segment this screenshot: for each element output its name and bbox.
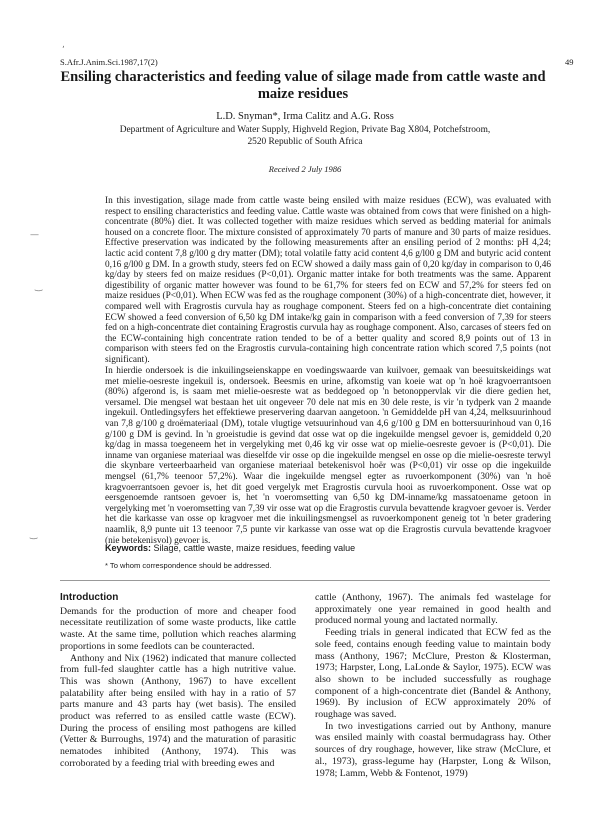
column-right bbox=[315, 592, 551, 779]
scan-speck-icon: , bbox=[62, 40, 65, 50]
abstract-english: In this investigation, silage made from cattle waste being ensiled with maize residues (ECW), was evaluated with respect to ensiling characteristics and feeding value. Cattle waste was obtained from cows that were finished on a high-concentrate (80%) diet. It was collected together with maize residues which served as bedding material for animals housed on a concrete floor. The mixture consisted of approximately 70 parts of manure and 30 parts of maize residues. Effective preservation was indicated by the following measurements after an ensiling period of 2 months: pH 4,24; lactic acid content 7,8 g/l00 g dry matter (DM); total volatile fatty acid content 4,6 g/l00 g DM and butyric acid content 0,16 g/l00 g DM. In a growth study, steers fed on ECW showed a daily mass gain of 0,20 kg/day in comparison to 0,46 kg/day by steers fed on maize residues (P<0,01). Organic matter intake for both treatments was the same. Apparent digestibility of organic matter however was found to be 61,7% for steers fed on ECW and 57,2% for steers fed on maize residues (P<0,01). When ECW was fed as the roughage component (30%) of a high-concentrate diet, however, it compared well with Eragrostis curvula hay as roughage component. Steers fed on a high-concentrate diet containing ECW showed a feed conversion of 6,50 kg DM intake/kg gain in comparison with a feed conversion of 7,39 for steers fed on a high-concentrate diet containing Eragrostis curvula hay as roughage component. Also, carcases of steers fed on the ECW-containing high concentrate ration tended to be of a better quality and scored 8,9 points out of 13 in comparison with steers fed on the Eragrostis curvula-containing high concentrate ration which scored 7,5 points (not significant). bbox=[105, 196, 551, 365]
affiliation bbox=[60, 125, 550, 148]
correspondence-footnote: * To whom correspondence should be addressed. bbox=[105, 561, 272, 570]
page-number: 49 bbox=[565, 57, 574, 67]
section-divider bbox=[60, 580, 550, 581]
received-date: Received 2 July 1986 bbox=[268, 164, 342, 174]
intro-paragraph: cattle (Anthony, 1967). The animals fed wastelage for approximately one year remained in good health and produced normal young and lactated normally. bbox=[315, 592, 551, 627]
scan-speck-icon: — bbox=[30, 230, 39, 240]
journal-citation: S.Afr.J.Anim.Sci.1987,17(2) bbox=[60, 57, 158, 67]
scan-speck-icon: ‿ bbox=[30, 530, 38, 540]
article-title: Ensiling characteristics and feeding value of silage made from cattle waste and maize residues bbox=[60, 69, 546, 102]
keywords-label: Keywords: bbox=[105, 543, 152, 553]
keywords-text: Silage, cattle waste, maize residues, feeding value bbox=[153, 543, 356, 553]
scan-speck-icon: ‿ bbox=[35, 282, 43, 292]
intro-paragraph: Feeding trials in general indicated that ECW fed as the sole feed, contains enough feeding value to maintain body mass (Anthony, 1967; McClure, Preston & Klosterman, 1973; Harpster, Long, LaLonde & Saylor, 1975). ECW was also shown to be included successfully as roughage component of a high-concentrate diet (Bandel & Anthony, 1969). By inclusion of ECW approximately 20% of roughage was saved. bbox=[315, 627, 551, 721]
author-list: L.D. Snyman*, Irma Calitz and A.G. Ross bbox=[216, 111, 394, 122]
intro-paragraph: Anthony and Nix (1962) indicated that manure collected from full-fed slaughter cattle has a high nutritive value. This was shown (Anthony, 1967) to have excellent palatability after being ensiled with hay in a ratio of 57 parts manure and 43 parts hay (wet basis). The ensiled product was referred to as ensiled cattle waste (ECW). During the process of ensiling most pathogens are killed (Vetter & Burroughs, 1974) and the maturation of parasitic nematodes inhibited (Anthony, 1974). This was corroborated by a feeding trial with breeding ewes and bbox=[60, 652, 296, 769]
keywords bbox=[105, 543, 551, 553]
intro-paragraph: Demands for the production of more and cheaper food necessitate reutilization of some waste products, like cattle waste. At the same time, pollution which reaches alarming proportions in some feedlots can be counteracted. bbox=[60, 605, 296, 652]
affiliation-line-2: 2520 Republic of South Africa bbox=[247, 136, 363, 147]
abstract-afrikaans: In hierdie ondersoek is die inkuilingseienskappe en voedingswaarde van kuilvoer, gemaak van beesuitskeidings wat met mielie-oesreste ingekuil is, ondersoek. Beesmis en urine, afkomstig van koeie wat op 'n hoë kragvoerrantsoen (80%) afgerond is, is saam met mielie-oesreste wat as beddegoed op 'n betonoppervlak vir die diere gedien het, versamel. Die mengsel wat bestaan het uit ongeveer 70 dele nat mis en 30 dele reste, is vir 'n tydperk van 2 maande ingekuil. Ontledingsyfers het effektiewe preservering daarvan aangetoon. 'n Gemiddelde pH van 4,24, melksuurinhoud van 7,8 g/100 g droëmateriaal (DM), totale vlugtige vetsuurinhoud van 4,6 g/100 g DM en bottersuurinhoud van 0,16 g/100 g DM is gevind. In 'n groeistudie is gevind dat osse wat op die ingekuilde mengsel gevoer is, gemiddeld 0,20 kg/dag in massa toegeneem het in vergelyking met 0,46 kg vir osse wat op mielie-oesreste gevoer is (P<0,01). Die inname van organiese materiaal was dieselfde vir osse op die ingekuilde mengsel en osse op die mielie-oesreste terwyl die skynbare verteerbaarheid van organiese materiaal betekenisvol hoër was (P<0,01) vir osse op die ingekuilde mengsel (61,7% teenoor 57,2%). Waar die ingekuilde mengsel egter as ruvoerkomponent (30%) van 'n hoë kragvoerrantsoen gevoer is, het dit goed vergelyk met Eragrostis curvula hooi as ruvoerkomponent. Osse wat op eersgenoemde rantsoen gevoer is, het 'n voeromsetting van 6,50 kg DM-inname/kg massatoename getoon in vergelyking met 'n voeromsetting van 7,39 vir osse wat op die Eragrostis curvula bevattende kragvoer gevoer is. Verder het die karkasse van osse op kragvoer met die inkuilingsmengsel as ruvoerkomponent geneig tot 'n beter gradering naamlik, 8,9 punte uit 13 teenoor 7,5 punte vir karkasse van osse wat op die Eragrostis curvula bevattende kragvoer (nie betekenisvol) gevoer is. bbox=[105, 366, 551, 546]
introduction-heading: Introduction bbox=[60, 592, 119, 603]
affiliation-line-1: Department of Agriculture and Water Supply, Highveld Region, Private Bag X804, Potchefstroom, bbox=[119, 125, 491, 135]
column-left bbox=[60, 592, 296, 770]
intro-paragraph: In two investigations carried out by Anthony, manure was ensiled mainly with coastal bermudagrass hay. Other sources of dry roughage, however, like straw (McClure, et al., 1973), grass-legume hay (Harpster, Long & Wilson, 1978; Lamm, Webb & Fontenot, 1979) bbox=[315, 720, 551, 779]
